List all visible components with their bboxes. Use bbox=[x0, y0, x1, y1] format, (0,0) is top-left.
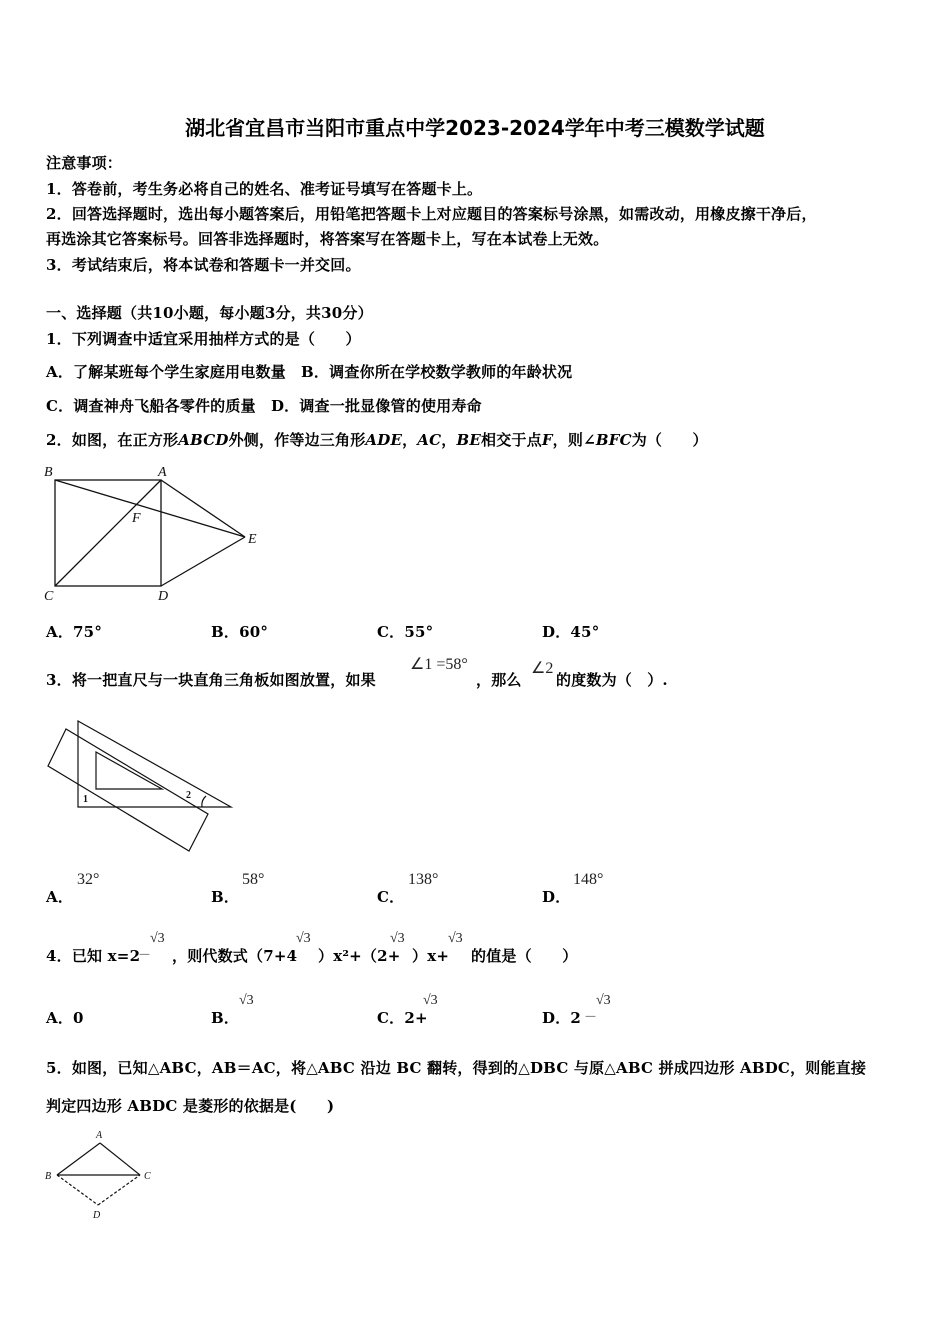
label-d: D bbox=[93, 1210, 101, 1221]
q4-option-b-letter: B． bbox=[211, 1009, 240, 1027]
segment-ae bbox=[161, 480, 245, 537]
q4-sqrt3-3: √3 bbox=[390, 931, 405, 946]
q4-minus: － bbox=[138, 947, 152, 962]
side-bd-dashed bbox=[57, 1175, 98, 1205]
angle2-label: 2 bbox=[186, 790, 191, 801]
q4-stem-part5: 的值是（ ） bbox=[471, 947, 578, 965]
q4-sqrt3-1: √3 bbox=[150, 931, 165, 946]
page-title: 湖北省宜昌市当阳市重点中学2023-2024学年中考三模数学试题 bbox=[185, 116, 765, 140]
side-ac bbox=[100, 1143, 140, 1175]
q2-figure-square-triangle bbox=[40, 460, 270, 610]
label-a: A bbox=[158, 465, 167, 480]
q4-sqrt3-4: √3 bbox=[448, 931, 463, 946]
q5-figure-rhombus bbox=[40, 1125, 160, 1225]
notice-item-2: 2．回答选择题时，选出每小题答案后，用铅笔把答题卡上对应题目的答案标号涂黑，如需改动，用橡皮擦干净后， bbox=[46, 205, 817, 223]
q3-angle1-math: ∠1 =58° bbox=[410, 656, 468, 673]
q4-option-d-sqrt: √3 bbox=[596, 993, 611, 1008]
set-square-outer bbox=[78, 721, 231, 807]
label-c: C bbox=[144, 1171, 151, 1182]
q4-stem-part3: ）x²+（2+ bbox=[318, 947, 401, 965]
segment-de bbox=[161, 537, 245, 586]
label-c: C bbox=[44, 589, 54, 604]
label-b: B bbox=[45, 1171, 52, 1182]
label-e: E bbox=[248, 532, 257, 547]
q3-option-a-letter: A． bbox=[46, 888, 74, 906]
q3-option-d-letter: D． bbox=[542, 888, 571, 906]
side-ab bbox=[57, 1143, 100, 1175]
notice-item-3: 3．考试结束后，将本试卷和答题卡一并交回。 bbox=[46, 256, 361, 274]
q2-option-b: B．60° bbox=[211, 623, 269, 641]
notice-heading: 注意事项： bbox=[46, 154, 123, 172]
label-b: B bbox=[44, 465, 53, 480]
q2-option-c: C．55° bbox=[377, 623, 434, 641]
q4-option-a: A．0 bbox=[46, 1009, 84, 1027]
q5-stem-line1: 5．如图，已知△ABC，AB＝AC，将△ABC 沿边 BC 翻转，得到的△DBC 与原△ABC 拼成四边形 ABDC，则能直接 bbox=[46, 1059, 867, 1077]
q2-option-a: A．75° bbox=[46, 623, 103, 641]
q3-option-d-value: 148° bbox=[573, 871, 604, 888]
q4-option-c: C．2+ bbox=[377, 1009, 428, 1027]
q3-option-c-value: 138° bbox=[408, 871, 439, 888]
segment-be bbox=[55, 480, 245, 537]
label-d: D bbox=[158, 589, 169, 604]
q5-stem-line2: 判定四边形 ABDC 是菱形的依据是( ) bbox=[46, 1097, 335, 1115]
angle1-label: 1 bbox=[83, 794, 88, 805]
q4-option-d: D．2 bbox=[542, 1009, 582, 1027]
notice-item-1: 1．答卷前，考生务必将自己的姓名、准考证号填写在答题卡上。 bbox=[46, 180, 483, 198]
q3-option-b-letter: B． bbox=[211, 888, 240, 906]
label-f: F bbox=[132, 511, 141, 526]
q3-figure-ruler-triangle bbox=[44, 715, 239, 857]
q4-sqrt3-2: √3 bbox=[296, 931, 311, 946]
angle2-arc bbox=[202, 796, 206, 807]
q4-stem-part2: ，则代数式（7+4 bbox=[172, 947, 298, 965]
side-dc-dashed bbox=[98, 1175, 140, 1205]
q4-stem-part1: 4．已知 x=2 bbox=[46, 947, 141, 965]
set-square-inner bbox=[96, 752, 162, 789]
q3-stem-part3: 的度数为（ ）. bbox=[556, 671, 668, 689]
label-a: A bbox=[96, 1130, 103, 1141]
ruler bbox=[48, 729, 208, 851]
q3-angle2-math: ∠2 bbox=[531, 660, 554, 677]
q4-option-b-sqrt: √3 bbox=[239, 993, 254, 1008]
ruler-top-edge-hidden bbox=[48, 730, 208, 850]
q2-stem: 2．如图，在正方形ABCD外侧，作等边三角形ADE，AC，BE相交于点F，则∠BFC为（ ） bbox=[46, 431, 708, 449]
q1-options-cd: C．调查神舟飞船各零件的质量 D．调查一批显像管的使用寿命 bbox=[46, 397, 482, 415]
q1-options-ab: A．了解某班每个学生家庭用电数量 B．调查你所在学校数学教师的年龄状况 bbox=[46, 363, 573, 381]
q3-option-a-value: 32° bbox=[77, 871, 100, 888]
q4-option-c-sqrt: √3 bbox=[423, 993, 438, 1008]
q2-option-d: D．45° bbox=[542, 623, 600, 641]
q3-option-b-value: 58° bbox=[242, 871, 265, 888]
q4-option-d-minus: － bbox=[584, 1009, 598, 1024]
q3-stem-part2: ，那么 bbox=[476, 671, 522, 689]
notice-item-2-cont: 再选涂其它答案标号。回答非选择题时，将答案写在答题卡上，写在本试卷上无效。 bbox=[46, 230, 609, 248]
section-heading: 一、选择题（共10小题，每小题3分，共30分） bbox=[46, 304, 373, 322]
q4-stem-part4: ）x+ bbox=[412, 947, 450, 965]
q3-option-c-letter: C． bbox=[377, 888, 405, 906]
q3-stem-part1: 3．将一把直尺与一块直角三角板如图放置，如果 bbox=[46, 671, 376, 689]
q1-stem: 1．下列调查中适宜采用抽样方式的是（ ） bbox=[46, 330, 361, 348]
